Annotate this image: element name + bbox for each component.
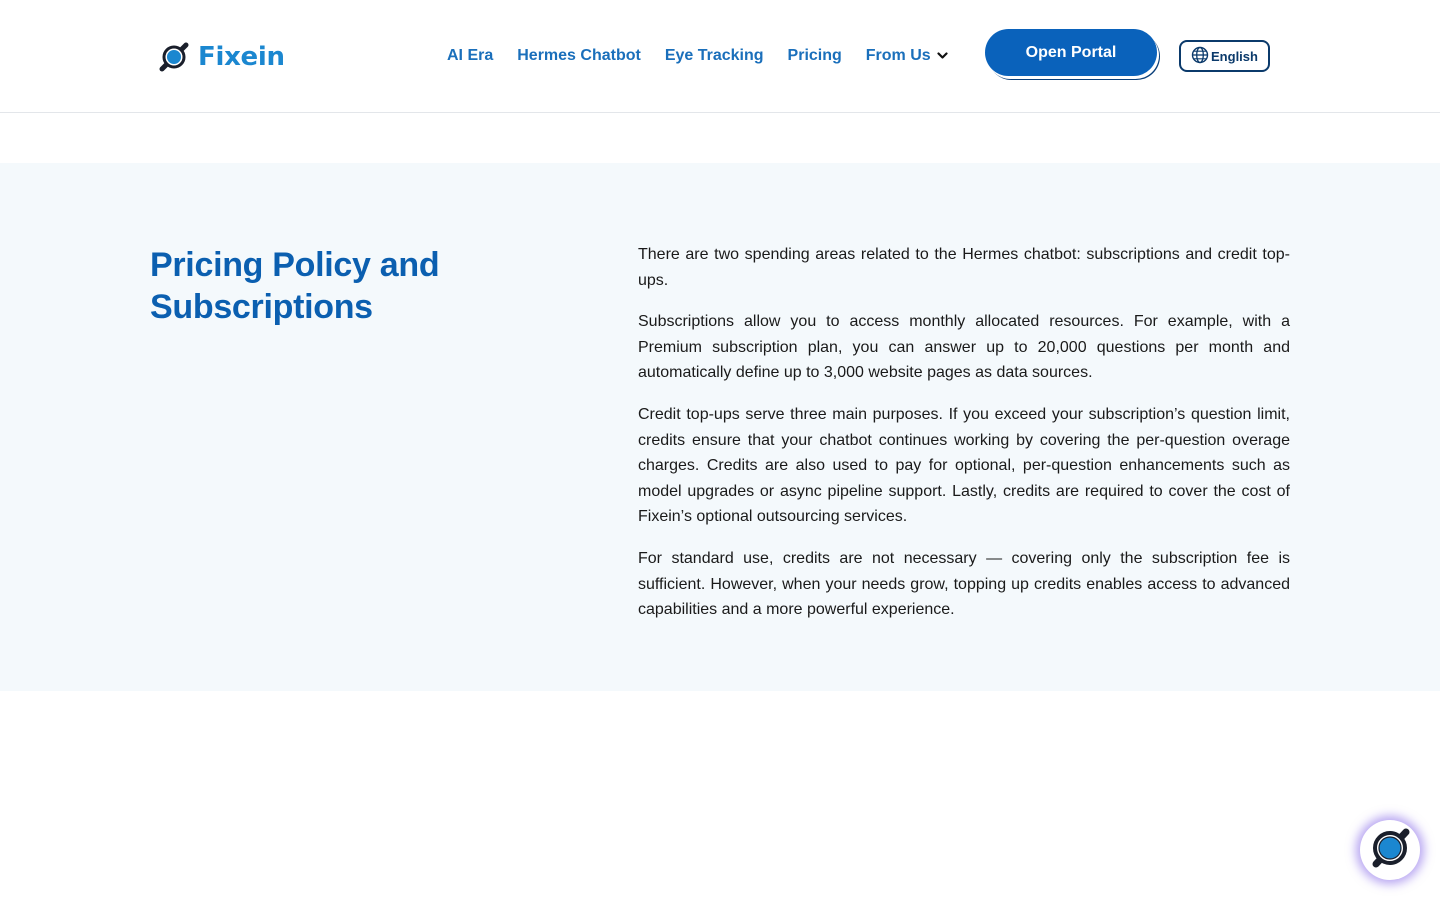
paragraph-subscriptions: Subscriptions allow you to access monthly allocated resources. For example, with a Premium subscription plan, you can answer up to 20,000 questions per month and automatically define up to 3,000 website pages as data sources.: [638, 313, 1290, 382]
logo-link[interactable]: [156, 38, 285, 76]
section-title: Pricing Policy and Subscriptions: [150, 246, 440, 326]
chat-widget-icon: [1362, 820, 1418, 881]
nav-pricing[interactable]: Pricing: [787, 47, 842, 64]
paragraph-standard-use: For standard use, credits are not necessary — covering only the subscription fee is sufficient. However, when your needs grow, topping up credits enables access to advanced capabilities and a more powerful experience.: [638, 549, 1290, 619]
nav-eye-tracking[interactable]: Eye Tracking: [664, 47, 764, 64]
nav-from-us-dropdown[interactable]: [866, 46, 948, 66]
open-portal-button[interactable]: Open Portal: [985, 29, 1157, 76]
chevron-down-icon: [937, 46, 948, 66]
nav-hermes-chatbot[interactable]: Hermes Chatbot: [517, 47, 641, 64]
logo-text: Fixein: [198, 42, 285, 72]
globe-icon: [1191, 46, 1211, 67]
fixein-logo-icon: [156, 39, 192, 75]
main-nav: [447, 45, 948, 67]
chat-widget-button[interactable]: [1360, 820, 1420, 880]
language-label: English: [1211, 48, 1258, 64]
language-selector-button[interactable]: [1179, 40, 1270, 72]
pricing-policy-section: [0, 163, 1440, 691]
section-body: [638, 242, 1290, 639]
site-header: [0, 0, 1440, 113]
nav-from-us-label: From Us: [865, 47, 931, 64]
paragraph-spending-areas: There are two spending areas related to the Hermes chatbot: subscriptions and credit top-ups.: [638, 246, 1290, 289]
nav-ai-era[interactable]: AI Era: [447, 47, 494, 64]
paragraph-credit-top-ups: Credit top-ups serve three main purposes. If you exceed your subscription’s question limit, credits ensure that your chatbot continues working by covering the per-question overage charges. Credits are also used to pay for optional, per-question enhancements such as model upgrades or async pipeline support. Lastly, credits are required to cover the cost of Fixein’s optional outsourcing services.: [638, 405, 1290, 526]
